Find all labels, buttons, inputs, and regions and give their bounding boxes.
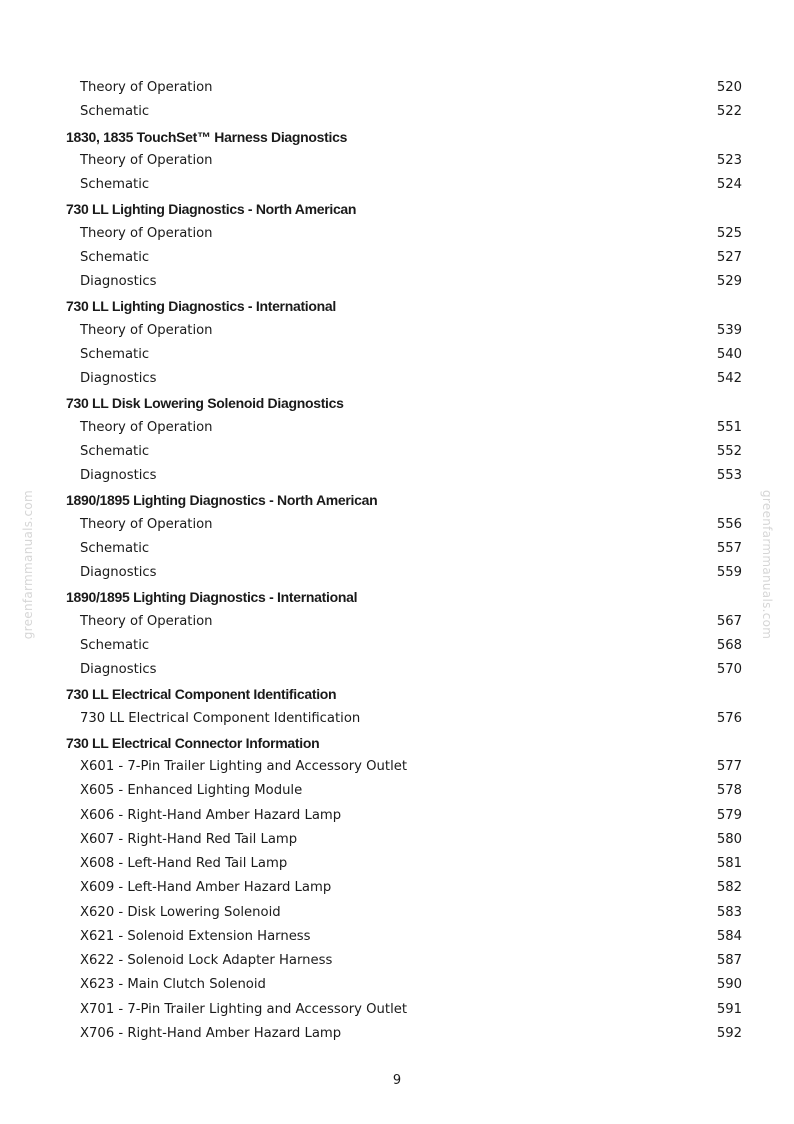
toc-entry [66, 367, 742, 391]
toc-page-number: 522 [716, 104, 742, 120]
toc-page-number: 556 [716, 516, 742, 532]
toc-entry-title: Schematic [80, 540, 150, 556]
toc-page-number: 581 [716, 856, 742, 871]
toc-page-number: 580 [716, 831, 742, 847]
toc-page-number: 590 [716, 977, 742, 993]
toc-entry-title: X607 - Right-Hand Red Tail Lamp [80, 831, 298, 847]
toc-entry [66, 779, 742, 803]
toc-entry-title: Theory of Operation [80, 80, 213, 95]
toc-entry-title: X605 - Enhanced Lighting Module [80, 783, 303, 799]
toc-entry [66, 998, 742, 1022]
toc-entry-title: Diagnostics [80, 662, 157, 677]
toc-page-number: 527 [716, 249, 742, 265]
toc-section-title: 1890/1895 Lighting Diagnostics - North American [66, 492, 378, 509]
toc-page-number: 592 [716, 1025, 742, 1041]
toc-entry-title: X620 - Disk Lowering Solenoid [80, 904, 281, 920]
toc-page-number: 540 [716, 346, 742, 362]
toc-entry [66, 537, 742, 561]
toc-section-heading [66, 125, 742, 149]
toc-page-number: 525 [716, 225, 742, 241]
toc-page-number: 551 [716, 419, 742, 435]
toc-entry-title: Schematic [80, 637, 150, 653]
toc-entry-title: X608 - Left-Hand Red Tail Lamp [80, 856, 288, 871]
toc-entry-title: Theory of Operation [80, 516, 213, 532]
toc-entry-title: Theory of Operation [80, 225, 213, 241]
toc-page-number: 520 [716, 80, 742, 95]
toc-entry-title: X601 - 7-Pin Trailer Lighting and Accessory Outlet [80, 759, 408, 774]
toc-entry [66, 925, 742, 949]
toc-entry-title: Theory of Operation [80, 152, 213, 168]
toc-entry-title: 730 LL Electrical Component Identification [80, 710, 361, 726]
toc-entry-title: Schematic [80, 443, 150, 459]
watermark-right: greenfarmmanuals.com [760, 490, 774, 640]
toc-entry [66, 100, 742, 124]
toc-section-heading [66, 197, 742, 221]
toc-entry-title: X606 - Right-Hand Amber Hazard Lamp [80, 807, 342, 823]
toc-page-number: 576 [716, 710, 742, 726]
toc-entry-title: X609 - Left-Hand Amber Hazard Lamp [80, 880, 332, 896]
toc-page-number: 582 [716, 880, 742, 896]
toc-entry [66, 464, 742, 488]
toc-page-number: 523 [716, 152, 742, 168]
toc-page-number: 579 [716, 807, 742, 823]
toc-entry [66, 755, 742, 779]
toc-page-number: 542 [716, 371, 742, 386]
toc-section-heading [66, 585, 742, 609]
toc-entry-title: X623 - Main Clutch Solenoid [80, 977, 266, 993]
toc-entry-title: X701 - 7-Pin Trailer Lighting and Accessory Outlet [80, 1001, 408, 1017]
toc-page-number: 570 [716, 662, 742, 677]
toc-entry [66, 828, 742, 852]
toc-page-number: 584 [716, 928, 742, 944]
toc-page-number: 578 [716, 783, 742, 799]
toc-entry [66, 804, 742, 828]
toc-entry-title: X706 - Right-Hand Amber Hazard Lamp [80, 1025, 342, 1041]
toc-entry-title: Theory of Operation [80, 613, 213, 629]
toc-entry-title: Diagnostics [80, 371, 157, 386]
toc-page-number: 591 [716, 1001, 742, 1017]
toc-entry [66, 852, 742, 876]
toc-page-number: 552 [716, 443, 742, 459]
toc-section-heading [66, 682, 742, 706]
toc-page-number: 583 [716, 904, 742, 920]
toc-page-number: 539 [716, 322, 742, 338]
toc-entry [66, 707, 742, 731]
toc-page-number: 559 [716, 565, 742, 580]
toc-entry-title: Diagnostics [80, 565, 157, 580]
toc-entry [66, 222, 742, 246]
table-of-contents [66, 76, 742, 1046]
toc-entry-title: Diagnostics [80, 274, 157, 289]
toc-section-title: 730 LL Electrical Connector Information [66, 734, 320, 751]
toc-section-heading [66, 488, 742, 512]
toc-page-number: 577 [716, 759, 742, 774]
toc-entry [66, 901, 742, 925]
toc-section-heading [66, 391, 742, 415]
toc-entry [66, 949, 742, 973]
toc-entry [66, 973, 742, 997]
toc-entry [66, 561, 742, 585]
toc-entry [66, 149, 742, 173]
toc-entry [66, 513, 742, 537]
toc-entry [66, 876, 742, 900]
toc-entry-title: Theory of Operation [80, 322, 213, 338]
toc-entry-title: Schematic [80, 249, 150, 265]
toc-entry [66, 343, 742, 367]
toc-page-number: 567 [716, 613, 742, 629]
toc-section-title: 730 LL Electrical Component Identification [66, 686, 337, 703]
toc-entry [66, 246, 742, 270]
toc-page-number: 553 [716, 468, 742, 483]
toc-entry [66, 270, 742, 294]
toc-entry [66, 1022, 742, 1046]
toc-entry-title: Schematic [80, 346, 150, 362]
toc-entry [66, 440, 742, 464]
toc-entry-title: Schematic [80, 177, 150, 192]
toc-entry [66, 319, 742, 343]
watermark-left: greenfarmmanuals.com [21, 490, 35, 640]
toc-section-heading [66, 294, 742, 318]
toc-entry [66, 76, 742, 100]
toc-entry-title: Theory of Operation [80, 419, 213, 435]
toc-section-title: 1890/1895 Lighting Diagnostics - International [66, 589, 358, 606]
toc-entry [66, 173, 742, 197]
toc-page-number: 529 [716, 274, 742, 289]
toc-section-title: 730 LL Lighting Diagnostics - International [66, 298, 336, 315]
toc-section-title: 1830, 1835 TouchSet™ Harness Diagnostics [66, 128, 348, 145]
toc-page-number: 587 [716, 953, 742, 968]
toc-page-number: 568 [716, 637, 742, 653]
toc-entry-title: Schematic [80, 104, 150, 120]
toc-section-title: 730 LL Disk Lowering Solenoid Diagnostics [66, 395, 344, 412]
toc-entry-title: Diagnostics [80, 468, 157, 483]
toc-entry-title: X621 - Solenoid Extension Harness [80, 928, 311, 944]
toc-entry [66, 658, 742, 682]
toc-entry-title: X622 - Solenoid Lock Adapter Harness [80, 953, 333, 968]
toc-entry [66, 634, 742, 658]
toc-page-number: 557 [716, 540, 742, 556]
toc-section-title: 730 LL Lighting Diagnostics - North American [66, 201, 357, 218]
toc-entry [66, 610, 742, 634]
page-number: 9 [392, 1073, 402, 1088]
toc-entry [66, 416, 742, 440]
toc-section-heading [66, 731, 742, 755]
toc-page-number: 524 [716, 177, 742, 192]
